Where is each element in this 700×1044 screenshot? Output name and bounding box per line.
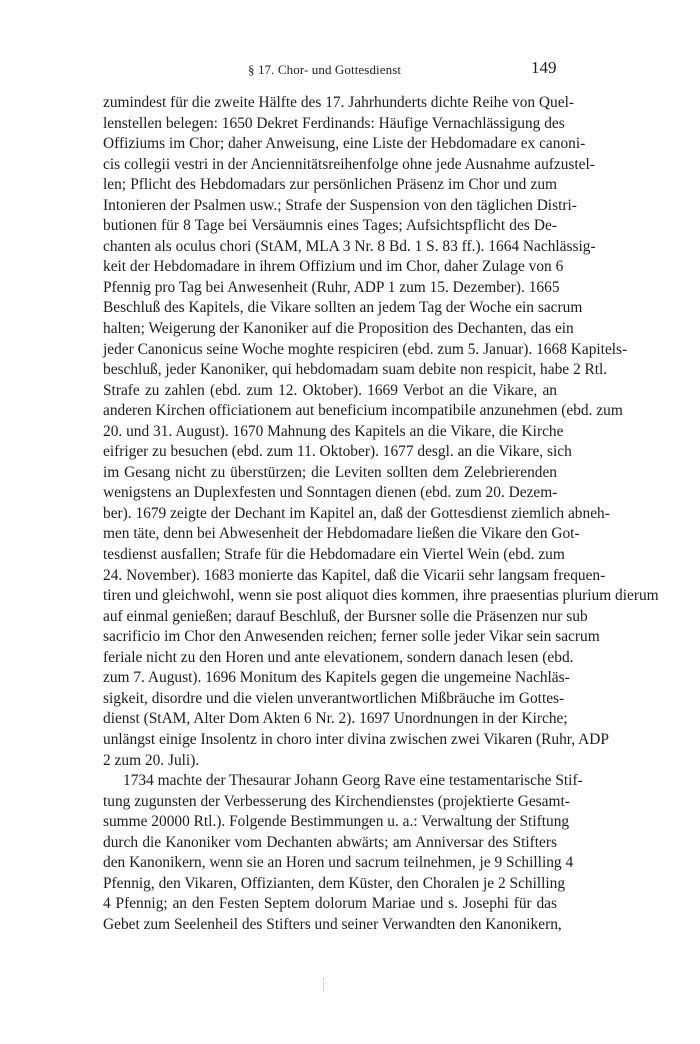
body-line: tesdienst ausfallen; Strafe für die Hebdomadare ein Viertel Wein (ebd. zum	[103, 546, 565, 564]
body-line: cis collegii vestri in der Anciennitätsreihenfolge ohne jede Ausnahme aufzustel-	[103, 155, 595, 173]
paragraph-end-line: 2 zum 20. Juli).	[103, 751, 200, 769]
body-line: halten; Weigerung der Kanoniker auf die Proposition des Dechanten, das ein	[103, 320, 574, 338]
body-line: tiren und gleichwohl, wenn sie post aliquot dies kommen, ihre praesentias plurium dierum	[103, 587, 659, 605]
body-line: len; Pflicht des Hebdomadars zur persönlichen Präsenz im Chor und zum	[103, 176, 557, 194]
body-line: dienst (StAM, Alter Dom Akten 6 Nr. 2). 1697 Unordnungen in der Kirche;	[103, 710, 568, 728]
body-line: im Gesang nicht zu überstürzen; die Leviten sollten dem Zelebrierenden	[103, 463, 557, 481]
body-line: chanten als oculus chori (StAM, MLA 3 Nr. 8 Bd. 1 S. 83 ff.). 1664 Nachlässig-	[103, 237, 596, 255]
body-line: ber). 1679 zeigte der Dechant im Kapitel an, daß der Gottesdienst ziemlich abneh-	[103, 504, 610, 522]
body-line: butionen für 8 Tage bei Versäumnis eines Tages; Aufsichtspflicht des De-	[103, 217, 557, 235]
body-line: sigkeit, disordre und die vielen unverantwortlichen Mißbräuche im Gottes-	[103, 689, 565, 707]
body-line: Strafe zu zahlen (ebd. zum 12. Oktober). 1669 Verbot an die Vikare, an	[103, 381, 557, 399]
paragraph-first-line: 1734 machte der Thesaurar Johann Georg Rave eine testamentarische Stif-	[123, 772, 583, 790]
body-line: anderen Kirchen officiationem aut beneficium incompatibile anzunehmen (ebd. zum	[103, 402, 623, 420]
scan-artifact-mark	[323, 978, 325, 992]
body-line: 4 Pfennig; an den Festen Septem dolorum Mariae und s. Josephi für das	[103, 895, 557, 913]
body-line: feriale nicht zu den Horen und ante elevationem, sondern danach lesen (ebd.	[103, 648, 574, 666]
body-line: tung zugunsten der Verbesserung des Kirchendienstes (projektierte Gesamt-	[103, 792, 570, 810]
body-line: Gebet zum Seelenheil des Stifters und seiner Verwandten den Kanonikern,	[103, 915, 562, 933]
body-line: unlängst einige Insolentz in choro inter divina zwischen zwei Vikaren (Ruhr, ADP	[103, 730, 609, 748]
body-line: durch die Kanoniker vom Dechanten abwärts; am Anniversar des Stifters	[103, 833, 557, 851]
running-header	[0, 58, 700, 82]
body-line: jeder Canonicus seine Woche moghte respiciren (ebd. zum 5. Januar). 1668 Kapitels-	[103, 340, 628, 358]
body-line: auf einmal genießen; darauf Beschluß, der Bursner solle die Präsenzen nur sub	[103, 607, 588, 625]
body-line: Offiziums im Chor; daher Anweisung, eine Liste der Hebdomadare ex canoni-	[103, 135, 586, 153]
body-line: sacrificio im Chor den Anwesenden reichen; ferner solle jeder Vikar sein sacrum	[103, 628, 600, 646]
body-line: 20. und 31. August). 1670 Mahnung des Kapitels an die Vikare, die Kirche	[103, 422, 564, 440]
body-line: zumindest für die zweite Hälfte des 17. Jahrhunderts dichte Reihe von Quel-	[103, 94, 574, 111]
body-line: den Kanonikern, wenn sie an Horen und sacrum teilnehmen, je 9 Schilling 4	[103, 854, 574, 872]
body-text	[103, 93, 659, 935]
body-line: 24. November). 1683 monierte das Kapitel, daß die Vicarii sehr langsam frequen-	[103, 566, 606, 584]
running-title: § 17. Chor- und Gottesdienst	[248, 62, 402, 77]
body-line: summe 20000 Rtl.). Folgende Bestimmungen u. a.: Verwaltung der Stiftung	[103, 813, 570, 831]
body-line: eifriger zu besuchen (ebd. zum 11. Oktober). 1677 desgl. an die Vikare, sich	[103, 443, 572, 461]
body-line: wenigstens an Duplexfesten und Sonntagen dienen (ebd. zum 20. Dezem-	[103, 484, 558, 502]
body-line: men täte, denn bei Abwesenheit der Hebdomadare ließen die Vikare den Got-	[103, 525, 580, 543]
body-line: Pfennig, den Vikaren, Offizianten, dem Küster, den Choralen je 2 Schilling	[103, 874, 566, 892]
body-line: Pfennig pro Tag bei Anwesenheit (Ruhr, ADP 1 zum 15. Dezember). 1665	[103, 278, 560, 296]
body-line: zum 7. August). 1696 Monitum des Kapitels gegen die ungemeine Nachläs-	[103, 669, 570, 687]
body-line: keit der Hebdomadare in ihrem Offizium und im Chor, daher Zulage von 6	[103, 258, 564, 276]
body-line: Intonieren der Psalmen usw.; Strafe der Suspension von den täglichen Distri-	[103, 196, 577, 214]
body-line: beschluß, jeder Kanoniker, qui hebdomadam suam debite non respicit, habe 2 Rtl.	[103, 361, 608, 379]
page-number: 149	[531, 58, 557, 77]
body-line: lenstellen belegen: 1650 Dekret Ferdinands: Häufige Vernachlässigung des	[103, 114, 565, 132]
body-line: Beschluß des Kapitels, die Vikare sollten an jedem Tag der Woche ein sacrum	[103, 299, 583, 317]
